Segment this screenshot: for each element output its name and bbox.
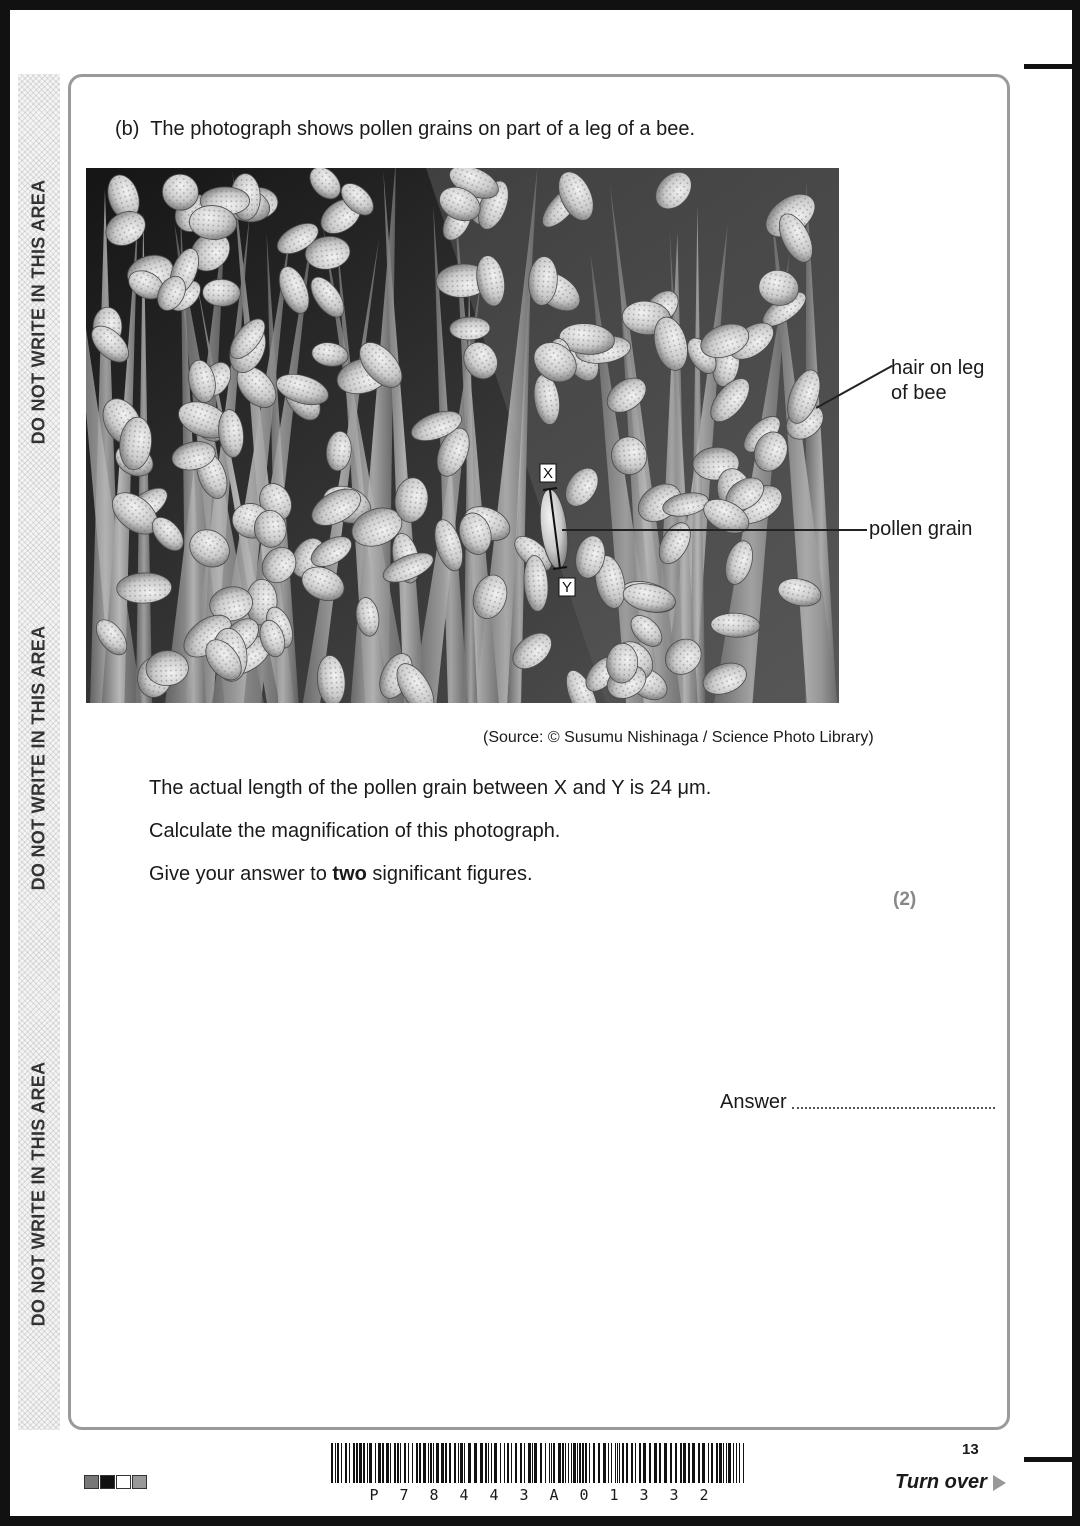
margin-notice: DO NOT WRITE IN THIS AREA [28,1061,49,1327]
intro-text: The photograph shows pollen grains on part of a leg of a bee. [150,118,696,140]
barcode-digit: 0 [579,1486,589,1504]
pollen-label: pollen grain [869,518,973,540]
barcode [331,1443,747,1491]
pollen-photograph [86,168,839,703]
point-x-label: X [542,465,554,482]
photo-source: (Source: © Susumu Nishinaga / Science Photo Library) [483,729,874,746]
point-y-label: Y [561,579,573,596]
barcode-digit: A [549,1486,559,1504]
barcode-digit: 3 [669,1486,679,1504]
barcode-digit: 3 [639,1486,649,1504]
pollen-leader-line [562,529,867,531]
barcode-digit: P [369,1486,379,1504]
barcode-digit: 3 [519,1486,529,1504]
barcode-digit: 7 [399,1486,409,1504]
page-edge-mark [1024,64,1072,69]
margin-notice: DO NOT WRITE IN THIS AREA [28,625,49,891]
part-label: (b) [115,118,140,140]
barcode-digit: 8 [429,1486,439,1504]
calculate-instruction: Calculate the magnification of this photograph. [149,820,561,842]
barcode-digit: 4 [459,1486,469,1504]
answer-label: Answer [720,1091,787,1113]
margin-notice: DO NOT WRITE IN THIS AREA [28,179,49,445]
barcode-number [331,1486,747,1504]
barcode-digit: 2 [699,1486,709,1504]
turn-over-arrow-icon [993,1475,1006,1491]
answer-line[interactable] [792,1107,995,1109]
barcode-digit: 1 [609,1486,619,1504]
page-number: 13 [962,1441,979,1458]
turn-over-text: Turn over [895,1471,987,1493]
sig-fig-instruction: Give your answer to two significant figures. [149,863,533,885]
marks-available: (2) [893,889,917,910]
page-marker-squares [84,1475,147,1489]
barcode-digit: 4 [489,1486,499,1504]
actual-length-text: The actual length of the pollen grain between X and Y is 24 μm. [149,777,712,799]
question-intro [115,118,695,141]
hair-label: hair on leg of bee [891,357,985,404]
page-edge-mark [1024,1457,1072,1462]
